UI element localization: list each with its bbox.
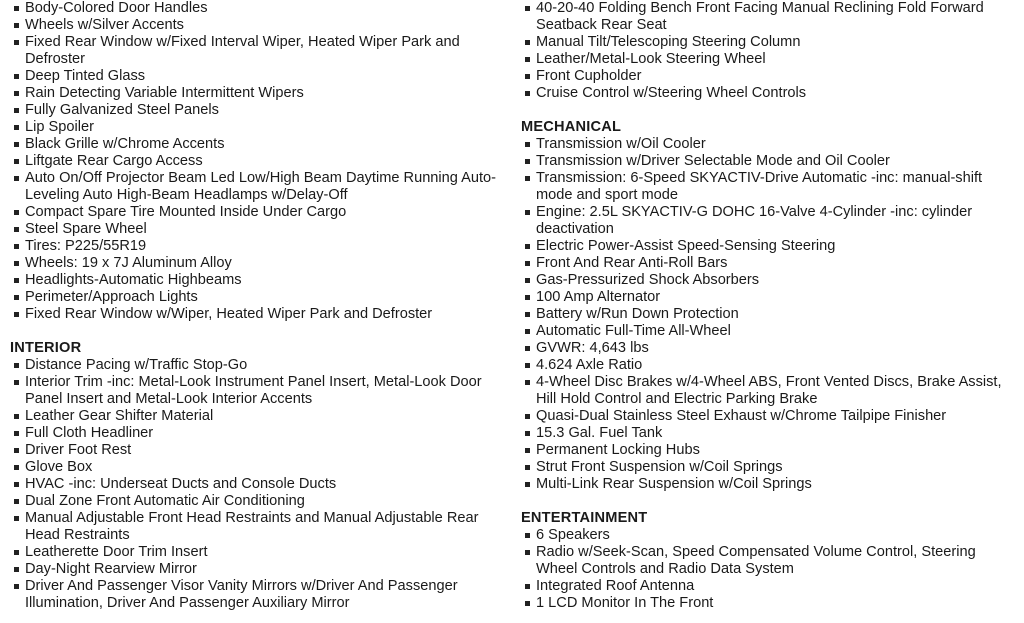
bullet-icon — [14, 550, 19, 555]
bullet-icon — [14, 363, 19, 368]
mechanical-list — [521, 136, 1016, 493]
list-item — [521, 238, 1016, 255]
list-item — [521, 459, 1016, 476]
list-item-text: Tires: P225/55R19 — [25, 238, 147, 254]
bullet-icon — [525, 380, 530, 385]
list-item — [521, 255, 1016, 272]
list-item — [521, 289, 1016, 306]
list-item — [10, 0, 510, 17]
bullet-icon — [14, 499, 19, 504]
list-item — [521, 34, 1016, 51]
list-item-text: Integrated Roof Antenna — [536, 578, 695, 594]
list-item — [521, 408, 1016, 425]
list-item-text: Driver And Passenger Visor Vanity Mirrors w/Driver And Passenger Illumination, Driver And Passenger Auxiliary Mirror — [25, 578, 458, 611]
bullet-icon — [14, 380, 19, 385]
list-item — [10, 374, 510, 408]
list-item-text: Full Cloth Headliner — [25, 425, 154, 441]
list-item-text: 4.624 Axle Ratio — [536, 357, 643, 373]
list-item-text: Headlights-Automatic Highbeams — [25, 272, 242, 288]
list-item — [521, 527, 1016, 544]
bullet-icon — [14, 448, 19, 453]
exterior-section — [10, 0, 510, 323]
list-item — [521, 272, 1016, 289]
bullet-icon — [14, 40, 19, 45]
list-item-text: Transmission: 6-Speed SKYACTIV-Drive Automatic -inc: manual-shift mode and sport mode — [536, 170, 983, 203]
bullet-icon — [14, 465, 19, 470]
list-item — [10, 357, 510, 374]
list-item-text: Black Grille w/Chrome Accents — [25, 136, 225, 152]
list-item-text: Manual Adjustable Front Head Restraints and Manual Adjustable Rear Head Restraints — [25, 510, 479, 543]
list-item — [521, 170, 1016, 204]
bullet-icon — [525, 210, 530, 215]
bullet-icon — [14, 414, 19, 419]
list-item-text: Body-Colored Door Handles — [25, 0, 208, 16]
bullet-icon — [14, 278, 19, 283]
list-item-text: Automatic Full-Time All-Wheel — [536, 323, 731, 339]
list-item-text: 100 Amp Alternator — [536, 289, 661, 305]
list-item — [10, 510, 510, 544]
list-item — [10, 578, 510, 612]
list-item — [10, 459, 510, 476]
list-item-text: Compact Spare Tire Mounted Inside Under Cargo — [25, 204, 347, 220]
list-item — [521, 51, 1016, 68]
bullet-icon — [525, 448, 530, 453]
list-item-text: Multi-Link Rear Suspension w/Coil Springs — [536, 476, 812, 492]
list-item — [521, 544, 1016, 578]
list-item-text: Leather/Metal-Look Steering Wheel — [536, 51, 766, 67]
list-item — [10, 272, 510, 289]
bullet-icon — [14, 431, 19, 436]
list-item-text: Fully Galvanized Steel Panels — [25, 102, 219, 118]
list-item-text: GVWR: 4,643 lbs — [536, 340, 649, 356]
bullet-icon — [14, 176, 19, 181]
entertainment-list — [521, 527, 1016, 612]
list-item — [10, 306, 510, 323]
list-item-text: Liftgate Rear Cargo Access — [25, 153, 203, 169]
list-item-text: Electric Power-Assist Speed-Sensing Steering — [536, 238, 836, 254]
list-item-text: Cruise Control w/Steering Wheel Controls — [536, 85, 807, 101]
bullet-icon — [525, 312, 530, 317]
list-item — [521, 153, 1016, 170]
list-item — [521, 357, 1016, 374]
list-item — [521, 85, 1016, 102]
bullet-icon — [525, 6, 530, 11]
list-item-text: Rain Detecting Variable Intermittent Wipers — [25, 85, 304, 101]
bullet-icon — [14, 125, 19, 130]
list-item-text: Lip Spoiler — [25, 119, 94, 135]
list-item — [521, 425, 1016, 442]
list-item — [10, 561, 510, 578]
list-item — [521, 68, 1016, 85]
list-item — [10, 119, 510, 136]
bullet-icon — [525, 159, 530, 164]
list-item-text: HVAC -inc: Underseat Ducts and Console Ducts — [25, 476, 337, 492]
list-item — [10, 170, 510, 204]
bullet-icon — [525, 91, 530, 96]
list-item-text: Radio w/Seek-Scan, Speed Compensated Volume Control, Steering Wheel Controls and Radio Data System — [536, 544, 976, 577]
list-item-text: Perimeter/Approach Lights — [25, 289, 198, 305]
bullet-icon — [14, 227, 19, 232]
section-spacer — [521, 102, 1016, 119]
bullet-icon — [525, 584, 530, 589]
bullet-icon — [525, 465, 530, 470]
bullet-icon — [14, 6, 19, 11]
list-item — [10, 255, 510, 272]
list-item — [10, 68, 510, 85]
list-item-text: Day-Night Rearview Mirror — [25, 561, 197, 577]
bullet-icon — [14, 23, 19, 28]
bullet-icon — [525, 346, 530, 351]
bullet-icon — [525, 176, 530, 181]
bullet-icon — [14, 210, 19, 215]
bullet-icon — [14, 74, 19, 79]
list-item-text: 40-20-40 Folding Bench Front Facing Manual Reclining Fold Forward Seatback Rear Seat — [536, 0, 984, 33]
bullet-icon — [525, 40, 530, 45]
list-item — [10, 34, 510, 68]
list-item-text: Dual Zone Front Automatic Air Conditioning — [25, 493, 305, 509]
bullet-icon — [14, 261, 19, 266]
bullet-icon — [525, 278, 530, 283]
bullet-icon — [14, 159, 19, 164]
list-item-text: Manual Tilt/Telescoping Steering Column — [536, 34, 801, 50]
bullet-icon — [14, 567, 19, 572]
list-item — [10, 289, 510, 306]
list-item — [10, 204, 510, 221]
list-item — [521, 476, 1016, 493]
list-item — [521, 204, 1016, 238]
exterior-list — [10, 0, 510, 323]
list-item-text: Glove Box — [25, 459, 93, 475]
list-item — [521, 323, 1016, 340]
right-column — [521, 0, 1016, 612]
mechanical-section — [521, 119, 1016, 493]
list-item-text: Engine: 2.5L SKYACTIV-G DOHC 16-Valve 4-Cylinder -inc: cylinder deactivation — [536, 204, 973, 237]
seating-list — [521, 0, 1016, 102]
list-item — [10, 238, 510, 255]
list-item — [10, 102, 510, 119]
list-item-text: Transmission w/Driver Selectable Mode and Oil Cooler — [536, 153, 890, 169]
list-item — [521, 578, 1016, 595]
bullet-icon — [525, 363, 530, 368]
section-spacer — [521, 493, 1016, 510]
list-item-text: Permanent Locking Hubs — [536, 442, 700, 458]
list-item — [521, 374, 1016, 408]
bullet-icon — [14, 482, 19, 487]
bullet-icon — [525, 601, 530, 606]
list-item-text: Steel Spare Wheel — [25, 221, 147, 237]
list-item-text: Battery w/Run Down Protection — [536, 306, 739, 322]
section-spacer — [10, 323, 510, 340]
list-item — [521, 595, 1016, 612]
bullet-icon — [525, 142, 530, 147]
list-item-text: Auto On/Off Projector Beam Led Low/High Beam Daytime Running Auto-Leveling Auto High-Beam Headlamps w/Delay-Off — [25, 170, 497, 203]
list-item-text: Wheels: 19 x 7J Aluminum Alloy — [25, 255, 232, 271]
bullet-icon — [525, 533, 530, 538]
bullet-icon — [525, 57, 530, 62]
list-item-text: Front Cupholder — [536, 68, 642, 84]
list-item — [10, 221, 510, 238]
list-item-text: Quasi-Dual Stainless Steel Exhaust w/Chrome Tailpipe Finisher — [536, 408, 947, 424]
bullet-icon — [525, 295, 530, 300]
list-item-text: Distance Pacing w/Traffic Stop-Go — [25, 357, 248, 373]
list-item — [521, 0, 1016, 34]
list-item-text: 6 Speakers — [536, 527, 610, 543]
list-item-text: Fixed Rear Window w/Wiper, Heated Wiper Park and Defroster — [25, 306, 433, 322]
bullet-icon — [14, 91, 19, 96]
list-item — [10, 544, 510, 561]
seating-section — [521, 0, 1016, 102]
list-item-text: Wheels w/Silver Accents — [25, 17, 184, 33]
list-item-text: Deep Tinted Glass — [25, 68, 146, 84]
list-item-text: Driver Foot Rest — [25, 442, 132, 458]
interior-list — [10, 357, 510, 612]
list-item — [10, 136, 510, 153]
bullet-icon — [14, 584, 19, 589]
interior-heading: INTERIOR — [10, 340, 82, 356]
bullet-icon — [525, 261, 530, 266]
list-item — [10, 493, 510, 510]
list-item — [10, 85, 510, 102]
interior-section — [10, 340, 510, 612]
entertainment-section — [521, 510, 1016, 612]
bullet-icon — [525, 431, 530, 436]
list-item-text: Strut Front Suspension w/Coil Springs — [536, 459, 783, 475]
bullet-icon — [525, 329, 530, 334]
list-item — [10, 153, 510, 170]
list-item — [10, 476, 510, 493]
mechanical-heading: MECHANICAL — [521, 119, 622, 135]
list-item-text: Front And Rear Anti-Roll Bars — [536, 255, 728, 271]
list-item — [521, 136, 1016, 153]
list-item-text: Leather Gear Shifter Material — [25, 408, 214, 424]
list-item — [10, 17, 510, 34]
list-item-text: 1 LCD Monitor In The Front — [536, 595, 714, 611]
list-item — [10, 408, 510, 425]
list-item-text: 15.3 Gal. Fuel Tank — [536, 425, 663, 441]
bullet-icon — [14, 312, 19, 317]
list-item-text: Transmission w/Oil Cooler — [536, 136, 706, 152]
list-item-text: Gas-Pressurized Shock Absorbers — [536, 272, 760, 288]
bullet-icon — [525, 550, 530, 555]
list-item — [10, 442, 510, 459]
list-item-text: Leatherette Door Trim Insert — [25, 544, 208, 560]
list-item-text: 4-Wheel Disc Brakes w/4-Wheel ABS, Front Vented Discs, Brake Assist, Hill Hold Control and Electric Parking Brake — [536, 374, 1002, 407]
list-item — [521, 442, 1016, 459]
bullet-icon — [14, 244, 19, 249]
bullet-icon — [525, 482, 530, 487]
bullet-icon — [14, 516, 19, 521]
entertainment-heading: ENTERTAINMENT — [521, 510, 648, 526]
list-item-text: Interior Trim -inc: Metal-Look Instrument Panel Insert, Metal-Look Door Panel Insert and Metal-Look Interior Accents — [25, 374, 482, 407]
bullet-icon — [525, 244, 530, 249]
bullet-icon — [14, 295, 19, 300]
list-item — [521, 306, 1016, 323]
list-item — [10, 425, 510, 442]
list-item-text: Fixed Rear Window w/Fixed Interval Wiper, Heated Wiper Park and Defroster — [25, 34, 460, 67]
bullet-icon — [525, 414, 530, 419]
bullet-icon — [14, 108, 19, 113]
bullet-icon — [525, 74, 530, 79]
list-item — [521, 340, 1016, 357]
left-column — [10, 0, 510, 612]
bullet-icon — [14, 142, 19, 147]
